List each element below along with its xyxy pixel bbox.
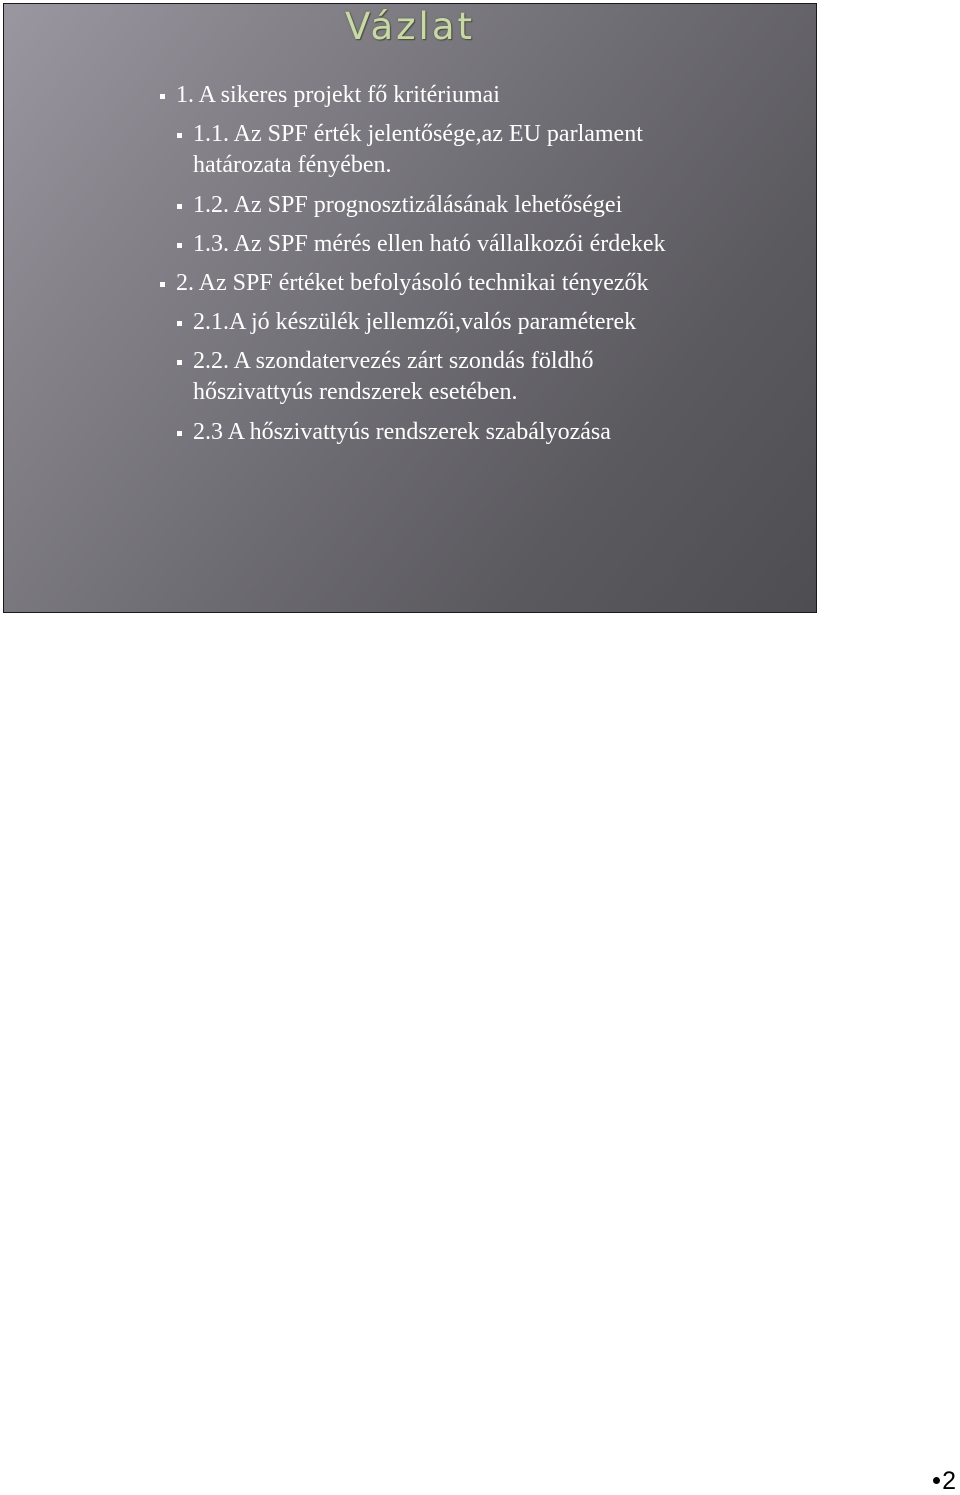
outline-item-text: 1.1. Az SPF érték jelentősége,az EU parlament (193, 121, 643, 147)
slide (3, 3, 817, 613)
square-bullet-icon (177, 243, 182, 248)
square-bullet-icon (177, 204, 182, 209)
outline-item-text: 2. Az SPF értéket befolyásoló technikai tényezők (176, 270, 649, 296)
square-bullet-icon (160, 282, 165, 287)
outline-item-1-1 (193, 119, 813, 181)
outline-item-1-2 (193, 190, 813, 221)
outline-item-text: 2.1.A jó készülék jellemzői,valós paraméterek (193, 309, 637, 335)
outline-item-2 (176, 268, 796, 299)
outline-item-1-3 (193, 229, 813, 260)
outline-item-text: 2.2. A szondatervezés zárt szondás földhő (193, 348, 594, 374)
square-bullet-icon (177, 133, 182, 138)
outline-list (4, 4, 816, 612)
outline-item-text-continued: határozata fényében. (193, 152, 392, 178)
outline-item-2-3 (193, 417, 813, 448)
outline-item-text-continued: hőszivattyús rendszerek esetében. (193, 379, 518, 405)
bullet-dot-icon (933, 1477, 940, 1484)
outline-item-2-2 (193, 346, 813, 408)
outline-item-text: 1.3. Az SPF mérés ellen ható vállalkozói érdekek (193, 231, 666, 257)
outline-item-text: 2.3 A hőszivattyús rendszerek szabályozása (193, 419, 611, 445)
outline-item-text: 1.2. Az SPF prognosztizálásának lehetőségei (193, 192, 623, 218)
page-number-text: 2 (942, 1467, 956, 1495)
square-bullet-icon (177, 431, 182, 436)
square-bullet-icon (177, 321, 182, 326)
outline-item-2-1 (193, 307, 813, 338)
square-bullet-icon (160, 94, 165, 99)
page-number (933, 1466, 956, 1495)
square-bullet-icon (177, 360, 182, 365)
slide-title: Vázlat (345, 5, 475, 48)
outline-item-1 (176, 80, 796, 111)
outline-item-text: 1. A sikeres projekt fő kritériumai (176, 82, 500, 108)
